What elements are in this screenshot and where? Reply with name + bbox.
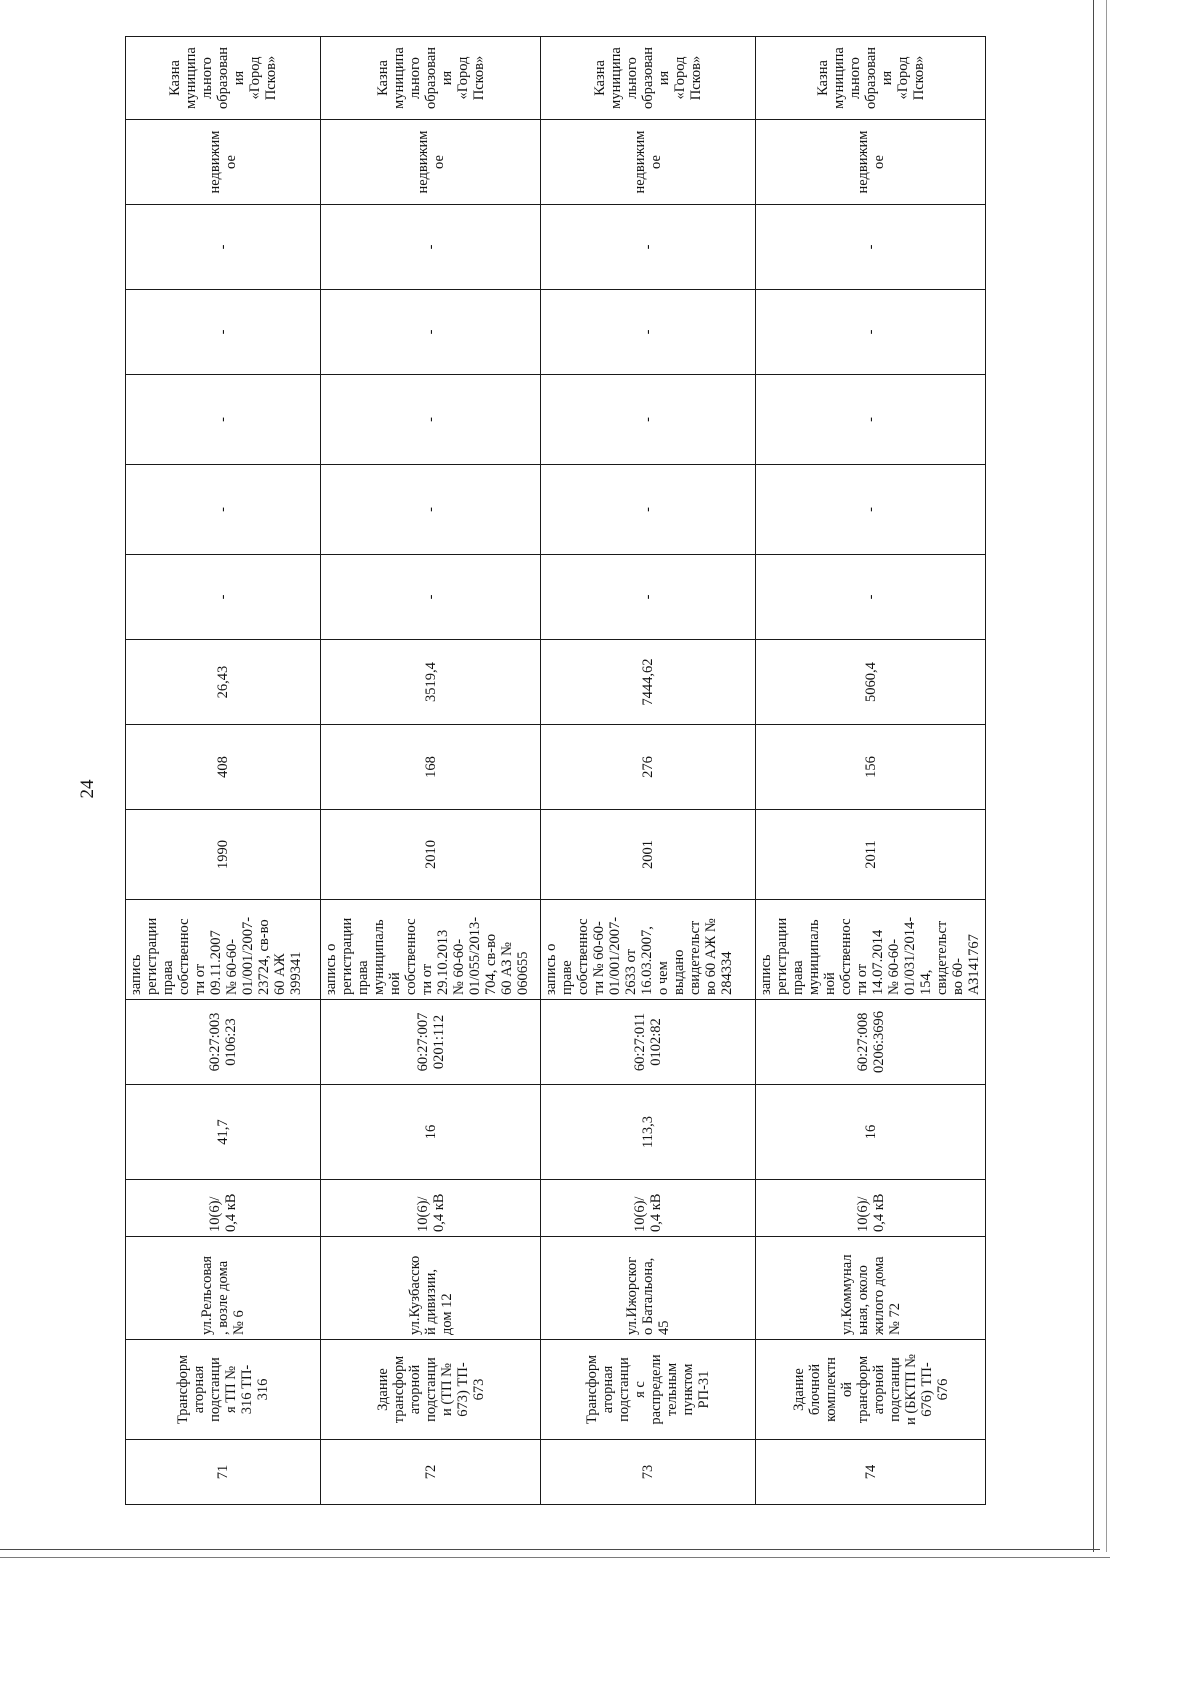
year-cell: 2010	[321, 810, 541, 900]
dash-cell: -	[126, 205, 321, 290]
dash-cell: -	[541, 375, 756, 465]
dash-cell: -	[756, 555, 986, 640]
scan-edge-line	[0, 1549, 1100, 1550]
property-type-cell: недвижим ое	[756, 120, 986, 205]
scan-edge-line	[1106, 0, 1107, 1552]
value-cell: 408	[126, 725, 321, 810]
address-cell: ул.Кузбасско й дивизии, дом 12	[321, 1237, 541, 1340]
dash-cell: -	[321, 375, 541, 465]
value-cell: 5060,4	[756, 640, 986, 725]
dash-cell: -	[321, 290, 541, 375]
voltage-cell: 10(6)/ 0,4 кВ	[756, 1180, 986, 1237]
address-cell: ул.Коммунал ьная, около жилого дома № 72	[756, 1237, 986, 1340]
property-type-cell: недвижим ое	[541, 120, 756, 205]
holder-cell: Казна муниципа льного образован ия «Город Псков»	[126, 37, 321, 120]
dash-cell: -	[541, 205, 756, 290]
scan-edge-line	[0, 1557, 1110, 1558]
cadastral-number-cell: 60:27:007 0201:112	[321, 1000, 541, 1085]
table-row	[541, 37, 756, 1505]
dash-cell: -	[541, 290, 756, 375]
year-cell: 2011	[756, 810, 986, 900]
address-cell: ул.Рельсовая , возле дома № 6	[126, 1237, 321, 1340]
value-cell: 276	[541, 725, 756, 810]
cadastral-number-cell: 60:27:008 0206:3696	[756, 1000, 986, 1085]
registration-record-cell: запись о регистрации права муниципаль ной собственнос ти от 29.10.2013 № 60-60- 01/055/2013- 704, св-во 60 АЗ № 060655	[321, 900, 541, 1000]
year-cell: 2001	[541, 810, 756, 900]
rotated-table-wrapper	[125, 37, 985, 1505]
page-number: 24	[77, 779, 98, 799]
property-type-cell: недвижим ое	[321, 120, 541, 205]
dash-cell: -	[756, 290, 986, 375]
dash-cell: -	[126, 555, 321, 640]
area-cell: 41,7	[126, 1085, 321, 1180]
holder-cell: Казна муниципа льного образован ия «Город Псков»	[541, 37, 756, 120]
row-number-cell: 71	[126, 1440, 321, 1505]
address-cell: ул.Ижорског о Батальона, 45	[541, 1237, 756, 1340]
voltage-cell: 10(6)/ 0,4 кВ	[541, 1180, 756, 1237]
object-name-cell: Трансформ аторная подстанци я ТП № 316 ТП- 316	[126, 1340, 321, 1440]
voltage-cell: 10(6)/ 0,4 кВ	[321, 1180, 541, 1237]
value-cell: 3519,4	[321, 640, 541, 725]
value-cell: 26,43	[126, 640, 321, 725]
dash-cell: -	[541, 555, 756, 640]
dash-cell: -	[756, 465, 986, 555]
table-row	[126, 37, 321, 1505]
row-number-cell: 72	[321, 1440, 541, 1505]
dash-cell: -	[126, 375, 321, 465]
holder-cell: Казна муниципа льного образован ия «Город Псков»	[321, 37, 541, 120]
dash-cell: -	[541, 465, 756, 555]
dash-cell: -	[126, 290, 321, 375]
dash-cell: -	[756, 375, 986, 465]
dash-cell: -	[321, 205, 541, 290]
dash-cell: -	[321, 555, 541, 640]
cadastral-number-cell: 60:27:003 0106:23	[126, 1000, 321, 1085]
row-number-cell: 73	[541, 1440, 756, 1505]
year-cell: 1990	[126, 810, 321, 900]
value-cell: 156	[756, 725, 986, 810]
cadastral-number-cell: 60:27:011 0102:82	[541, 1000, 756, 1085]
registration-record-cell: запись регистрации права собственнос ти от 09.11.2007 № 60-60- 01/001/2007- 23724, св-во 60 АЖ 399341	[126, 900, 321, 1000]
dash-cell: -	[321, 465, 541, 555]
object-name-cell: Здание блочной комплектн ой трансформ аторной подстанци и (БКТП № 676) ТП- 676	[756, 1340, 986, 1440]
property-table	[125, 36, 986, 1505]
table-row	[756, 37, 986, 1505]
dash-cell: -	[126, 465, 321, 555]
dash-cell: -	[756, 205, 986, 290]
row-number-cell: 74	[756, 1440, 986, 1505]
object-name-cell: Здание трансформ аторной подстанци и (ТП № 673) ТП- 673	[321, 1340, 541, 1440]
registration-record-cell: запись регистрации права муниципаль ной собственнос ти от 14.07.2014 № 60-60- 01/031/2014- 154, свидетельст во 60- АЗ141767	[756, 900, 986, 1000]
area-cell: 16	[756, 1085, 986, 1180]
holder-cell: Казна муниципа льного образован ия «Город Псков»	[756, 37, 986, 120]
table-row	[321, 37, 541, 1505]
value-cell: 168	[321, 725, 541, 810]
object-name-cell: Трансформ аторная подстанци я с распредели тельным пунктом РП-31	[541, 1340, 756, 1440]
area-cell: 16	[321, 1085, 541, 1180]
registration-record-cell: запись о праве собственнос ти № 60-60- 01/001/2007- 2633 от 16.03.2007, о чем выдано свидетельст во 60 АЖ № 284334	[541, 900, 756, 1000]
value-cell: 7444,62	[541, 640, 756, 725]
area-cell: 113,3	[541, 1085, 756, 1180]
voltage-cell: 10(6)/ 0,4 кВ	[126, 1180, 321, 1237]
scan-edge-line	[1093, 0, 1094, 1552]
property-type-cell: недвижим ое	[126, 120, 321, 205]
